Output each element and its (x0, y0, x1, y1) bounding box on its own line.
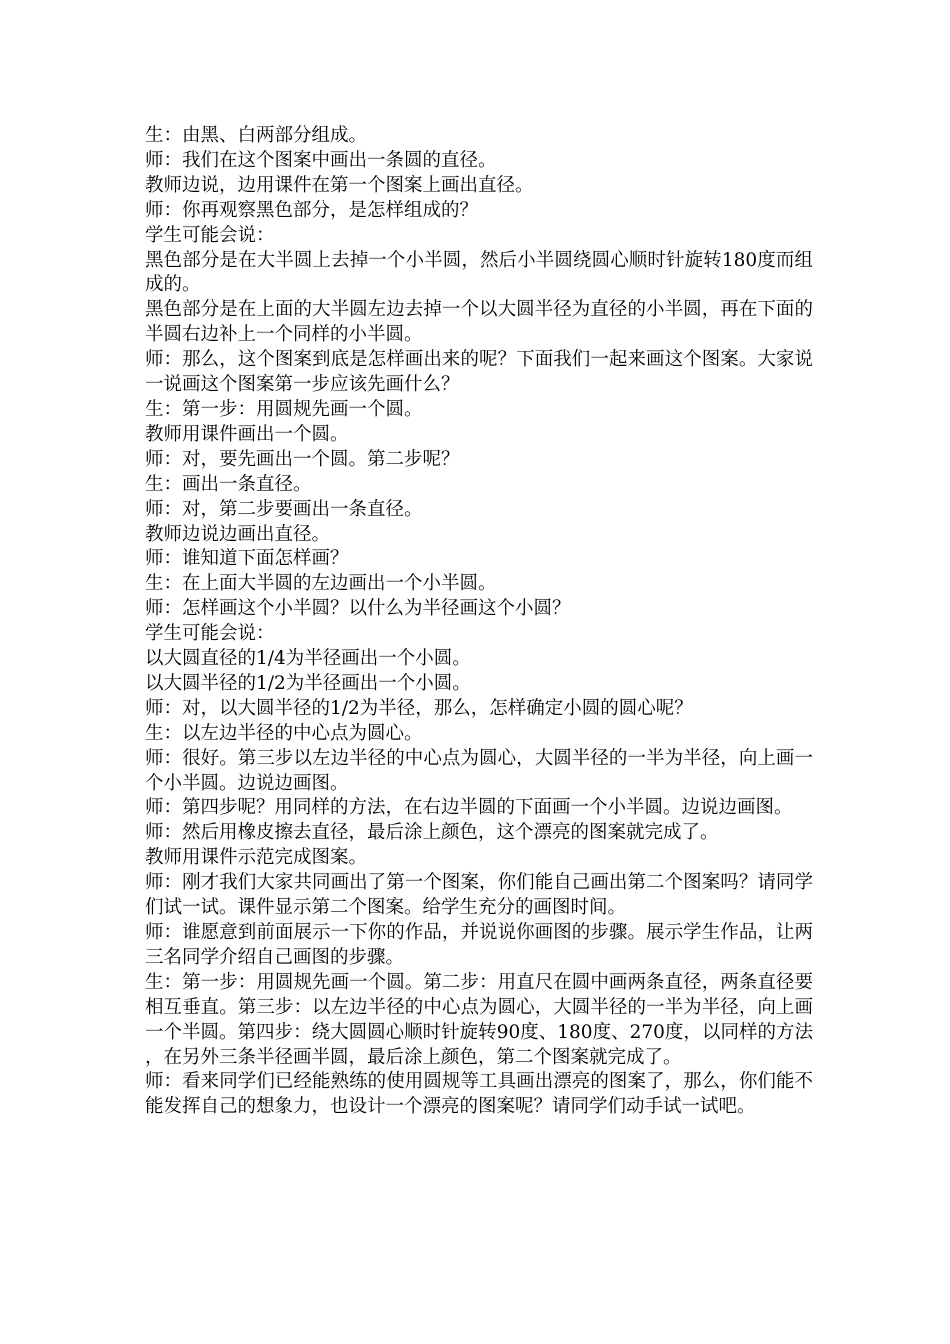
paragraph: 师：谁愿意到前面展示一下你的作品，并说说你画图的步骤。展示学生作品，让两三名同学介绍自己画图的步骤。 (145, 922, 813, 968)
paragraph: 黑色部分是在大半圆上去掉一个小半圆，然后小半圆绕圆心顺时针旋转180度而组成的。 (145, 249, 813, 296)
document-body (145, 124, 813, 1120)
paragraph: 师：对，以大圆半径的1/2为半径，那么，怎样确定小圆的圆心呢？ (145, 697, 693, 719)
paragraph: 生：第一步：用圆规先画一个圆。 (145, 398, 423, 420)
paragraph: 师：第四步呢？用同样的方法，在右边半圆的下面画一个小半圆。边说边画图。 (145, 797, 793, 819)
paragraph: 师：对，第二步要画出一条直径。 (145, 498, 423, 520)
paragraph: 师：看来同学们已经能熟练的使用圆规等工具画出漂亮的图案了，那么，你们能不能发挥自己的想象力，也设计一个漂亮的图案呢？请同学们动手试一试吧。 (145, 1071, 813, 1118)
paragraph: 师：你再观察黑色部分，是怎样组成的？ (145, 199, 479, 221)
paragraph: 以大圆半径的1/2为半径画出一个小圆。 (145, 672, 471, 694)
paragraph: 教师用课件示范完成图案。 (145, 847, 368, 869)
paragraph: 师：怎样画这个小半圆？以什么为半径画这个小圆？ (145, 598, 571, 620)
paragraph: 师：很好。第三步以左边半径的中心点为圆心，大圆半径的一半为半径，向上画一个小半圆。边说边画图。 (145, 747, 813, 794)
paragraph: 师：对，要先画出一个圆。第二步呢？ (145, 448, 460, 470)
paragraph: 黑色部分是在上面的大半圆左边去掉一个以大圆半径为直径的小半圆，再在下面的半圆右边补上一个同样的小半圆。 (145, 299, 813, 346)
paragraph: 学生可能会说： (145, 224, 275, 246)
paragraph: 教师边说，边用课件在第一个图案上画出直径。 (145, 174, 534, 196)
paragraph: 教师边说边画出直径。 (145, 523, 331, 545)
paragraph: 师：那么，这个图案到底是怎样画出来的呢？下面我们一起来画这个图案。大家说一说画这个图案第一步应该先画什么？ (145, 349, 813, 396)
paragraph: 师：谁知道下面怎样画？ (145, 548, 349, 570)
paragraph: 生：第一步：用圆规先画一个圆。第二步：用直尺在圆中画两条直径，两条直径要相互垂直。第三步：以左边半径的中心点为圆心，大圆半径的一半为半径，向上画一个半圆。第四步：绕大圆圆心顺时针旋转90度、180度、270度，以同样的方法，在另外三条半径画半圆，最后涂上颜色，第二个图案就完成了。 (145, 971, 813, 1068)
paragraph: 教师用课件画出一个圆。 (145, 423, 349, 445)
paragraph: 以大圆直径的1/4为半径画出一个小圆。 (145, 648, 471, 670)
paragraph: 生：由黑、白两部分组成。 (145, 125, 368, 146)
paragraph: 师：刚才我们大家共同画出了第一个图案，你们能自己画出第二个图案吗？请同学们试一试。课件显示第二个图案。给学生充分的画图时间。 (145, 872, 813, 919)
paragraph: 学生可能会说： (145, 623, 275, 645)
paragraph: 师：我们在这个图案中画出一条圆的直径。 (145, 149, 497, 171)
paragraph: 生：画出一条直径。 (145, 473, 312, 495)
paragraph: 师：然后用橡皮擦去直径，最后涂上颜色，这个漂亮的图案就完成了。 (145, 822, 719, 844)
paragraph: 生：以左边半径的中心点为圆心。 (145, 722, 423, 744)
paragraph: 生：在上面大半圆的左边画出一个小半圆。 (145, 573, 497, 595)
